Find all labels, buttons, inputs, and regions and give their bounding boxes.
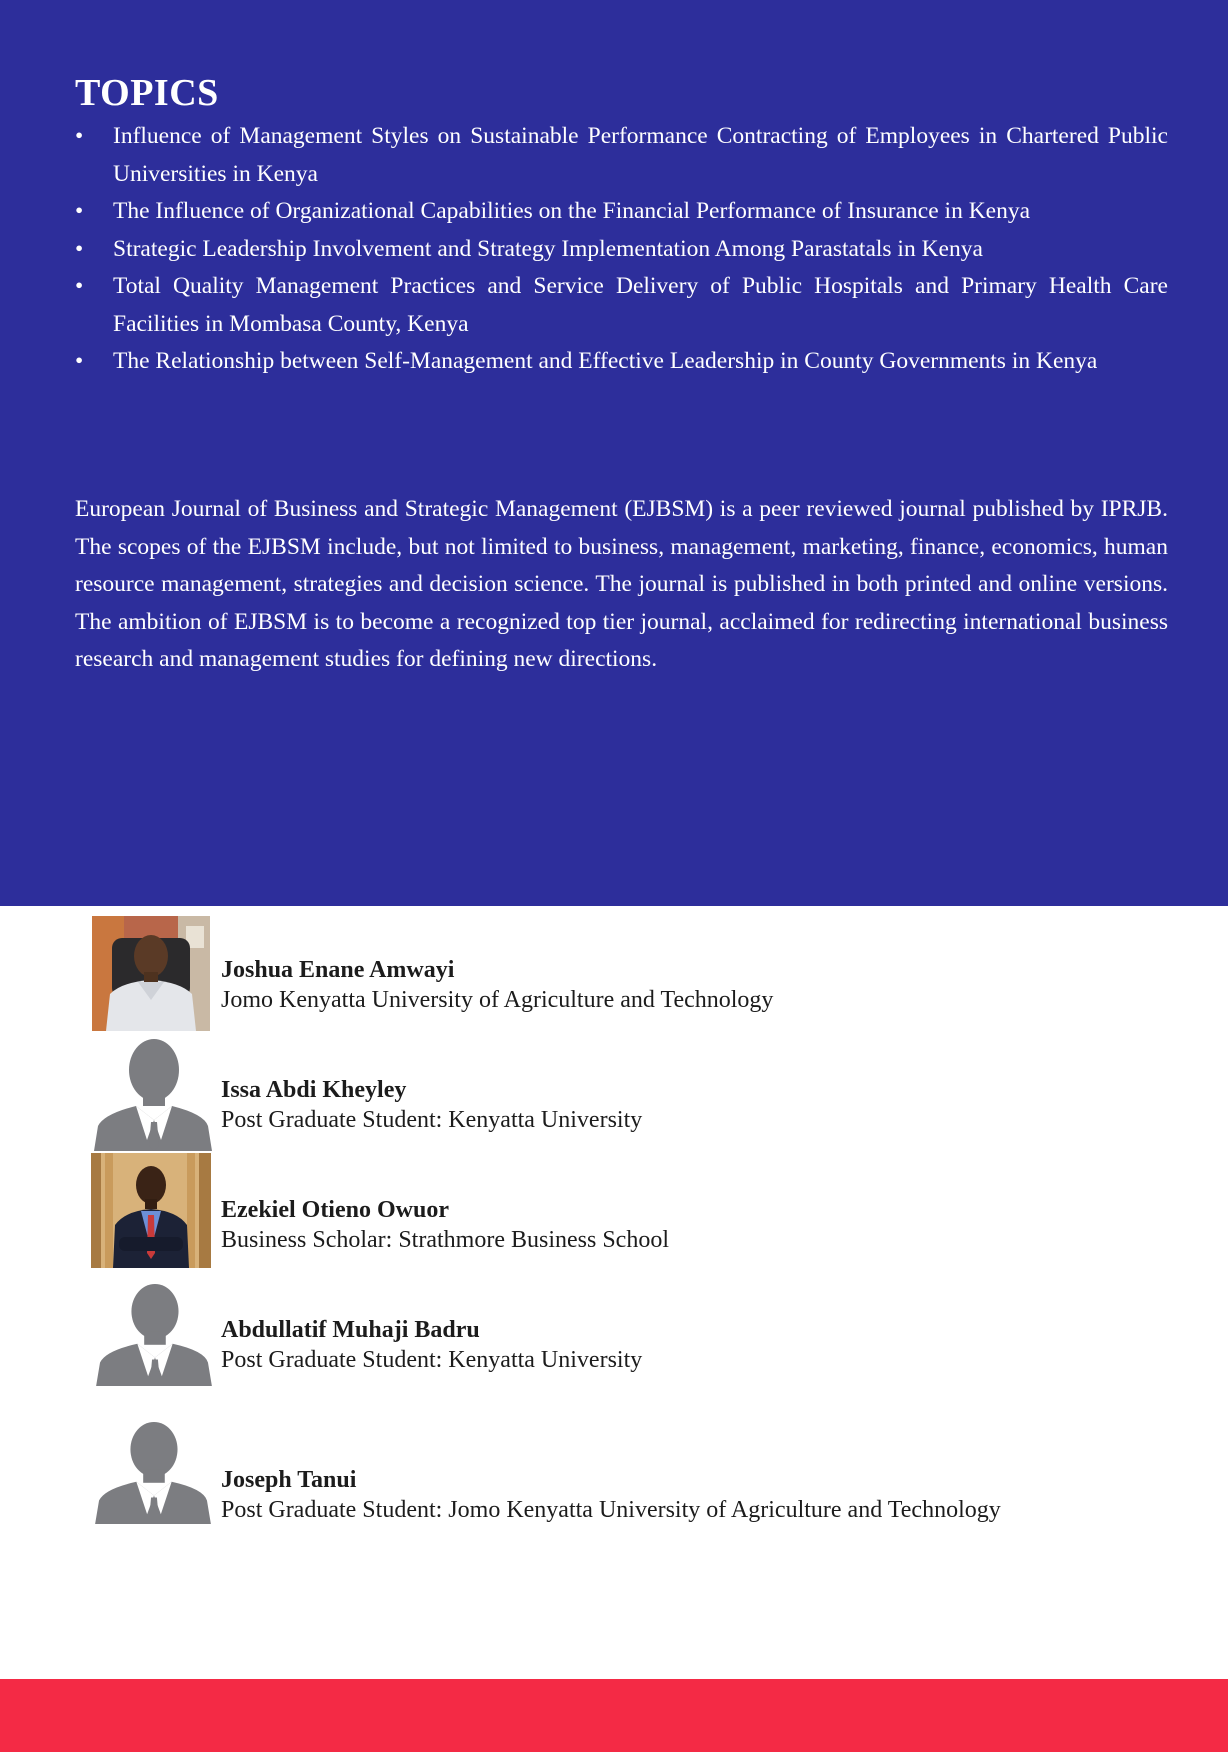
author-text: [221, 1465, 1001, 1525]
topic-item: [75, 343, 1168, 381]
author-name: Ezekiel Otieno Owuor: [221, 1197, 449, 1223]
silhouette-icon: [96, 1282, 212, 1397]
topics-heading: TOPICS: [75, 72, 219, 114]
topic-text: The Influence of Organizational Capabilities on the Financial Performance of Insurance in Kenya: [113, 198, 1031, 224]
journal-description: European Journal of Business and Strategic Management (EJBSM) is a peer reviewed journal published by IPRJB. The scopes of the EJBSM include, but not limited to business, management, marketing, finance, economics, human resource management, strategies and decision science. The journal is published in both printed and online versions. The ambition of EJBSM is to become a recognized top tier journal, acclaimed for redirecting international business research and management studies for defining new directions.: [75, 496, 1168, 672]
author-affiliation: Post Graduate Student: Jomo Kenyatta University of Agriculture and Technology: [221, 1497, 1001, 1523]
bullet-icon: •: [75, 348, 84, 374]
topic-text: Strategic Leadership Involvement and Strategy Implementation Among Parastatals in Kenya: [113, 235, 983, 262]
author-name: Issa Abdi Kheyley: [221, 1077, 407, 1103]
author-affiliation: Post Graduate Student: Kenyatta University: [221, 1107, 643, 1133]
topics-list: [75, 118, 1168, 381]
bullet-icon: •: [75, 235, 84, 262]
bullet-icon: •: [75, 123, 84, 149]
topic-text: Influence of Management Styles on Sustainable Performance Contracting of Employees in Chartered Public Universities in Kenya: [113, 123, 1168, 187]
topic-item: [75, 268, 1168, 343]
author-text: [221, 955, 773, 1015]
author-name: Joshua Enane Amwayi: [221, 957, 455, 983]
bullet-icon: •: [75, 198, 84, 224]
author-text: [221, 1195, 669, 1255]
author-text: [221, 1075, 642, 1135]
topic-item: [75, 193, 1168, 231]
author-photo: [92, 916, 210, 1031]
topic-item: [75, 118, 1168, 193]
author-name: Abdullatif Muhaji Badru: [221, 1317, 480, 1343]
topic-text: The Relationship between Self-Management and Effective Leadership in County Governments in Kenya: [113, 348, 1098, 374]
silhouette-icon: [94, 1036, 212, 1151]
author-affiliation: Business Scholar: Strathmore Business School: [221, 1227, 669, 1253]
author-name: Joseph Tanui: [221, 1467, 357, 1493]
topic-item: [75, 231, 1168, 269]
author-photo: [91, 1153, 211, 1268]
bullet-icon: •: [75, 273, 84, 299]
footer-band: [0, 1679, 1228, 1752]
author-affiliation: Post Graduate Student: Kenyatta University: [221, 1347, 643, 1373]
author-text: [221, 1315, 642, 1375]
silhouette-icon: [95, 1420, 211, 1535]
topic-text: Total Quality Management Practices and Service Delivery of Public Hospitals and Primary Health Care Facilities in Mombasa County, Kenya: [113, 273, 1168, 337]
author-affiliation: Jomo Kenyatta University of Agriculture and Technology: [221, 987, 774, 1013]
